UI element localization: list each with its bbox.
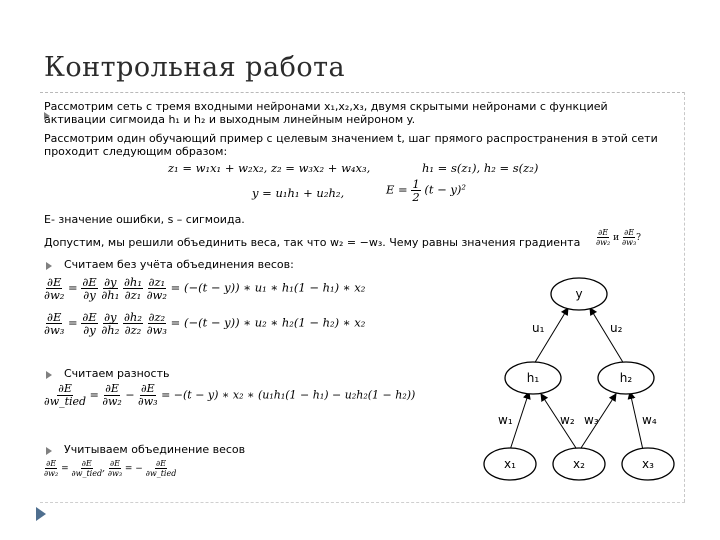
question-gradients: $\frac{\partial E}{\text{∂w₂}}$ и $\frac{\partial E}{\text{∂w₃}}$ ? [596, 228, 641, 247]
equation-y: y = u₁h₁ + u₂h₂, [252, 186, 345, 200]
bullet-icon [46, 371, 52, 379]
equation-dE-dw3: $\frac{\partial E}{\text{∂w₃}}$ = $\frac{\partial E}{\partial y}$ $\frac{\partial y}{\text{∂h₂}}$ $\frac{\text{∂h₂}}{\text{∂z₂}}$ $\frac{\text{∂z₂}}{\text{∂w₃}}$ = (−(t − y)) ∗ u₂ ∗ h₂(1 − h₂) ∗ x₂ [44, 310, 366, 337]
bottom-border [40, 502, 685, 503]
question-text: Допустим, мы решили объединить веса, так что w₂ = −w₃. Чему равны значения градиента [44, 236, 581, 249]
label-x1: x₁ [504, 457, 516, 471]
weight-w1: w₁ [498, 413, 513, 427]
label-y: y [575, 287, 583, 301]
label-h2: h₂ [619, 371, 633, 385]
bullet-difference: Считаем разность [64, 367, 170, 380]
weight-w3: w₃ [584, 413, 599, 427]
slide-title: Контрольная работа [44, 52, 346, 83]
intro-line-2: активации сигмоида h₁ и h₂ и выходным линейным нейроном y. [44, 113, 416, 126]
example-line-1: Рассмотрим один обучающий пример с целевым значением t, шаг прямого распространения в этой сети [44, 132, 658, 145]
label-x2: x₂ [573, 457, 585, 471]
bullet-icon [46, 447, 52, 455]
intro-line-1: Рассмотрим сеть с тремя входными нейронами x₁,x₂,x₃, двумя скрытыми нейронами с функцией [44, 100, 608, 113]
right-border [684, 92, 685, 502]
legend-text: E- значение ошибки, s – сигмоида. [44, 213, 245, 226]
equation-z: z₁ = w₁x₁ + w₂x₂, z₂ = w₃x₂ + w₄x₃, [168, 161, 371, 175]
equation-E: E = $\frac{1}{2}$ (t − y)² [386, 177, 466, 204]
bullet-icon [46, 262, 52, 270]
weight-w2: w₂ [560, 413, 575, 427]
weight-u2: u₂ [610, 321, 623, 335]
label-x3: x₃ [642, 457, 654, 471]
network-diagram [478, 272, 678, 488]
weight-w4: w₄ [642, 413, 657, 427]
label-h1: h₁ [526, 371, 540, 385]
bullet-tying: Учитываем объединение весов [64, 443, 246, 456]
equation-dE-dw2: $\frac{\partial E}{\text{∂w₂}}$ = $\frac{\partial E}{\partial y}$ $\frac{\partial y}{\text{∂h₁}}$ $\frac{\text{∂h₁}}{\text{∂z₁}}$ $\frac{\text{∂z₁}}{\text{∂w₂}}$ = (−(t − y)) ∗ u₁ ∗ h₁(1 − h₁) ∗ x₂ [44, 275, 366, 302]
weight-u1: u₁ [532, 321, 545, 335]
equation-dE-dwtied: $\frac{\partial E}{\text{∂w\_tied}}$ = $\frac{\partial E}{\text{∂w₂}}$ − $\frac{\partial E}{\text{∂w₃}}$ = −(t − y) ∗ x₂ ∗ (u₁h₁(1 − h₁) − u₂h₂(1 − h₂)) [44, 382, 416, 408]
example-line-2: проходит следующим образом: [44, 145, 228, 158]
equation-tied-weights: $\frac{\partial E}{\text{∂w₂}}$ = $\frac{\partial E}{\text{∂w\_tied}}$ , $\frac{\partial E}{\text{∂w₃}}$ = − $\frac{\partial E}{\text{∂w\_tied}}$ [44, 459, 177, 478]
nav-arrow-icon[interactable] [36, 507, 46, 521]
title-separator [40, 92, 685, 93]
equation-h: h₁ = s(z₁), h₂ = s(z₂) [422, 161, 539, 175]
bullet-no-tying: Считаем без учёта объединения весов: [64, 258, 294, 271]
